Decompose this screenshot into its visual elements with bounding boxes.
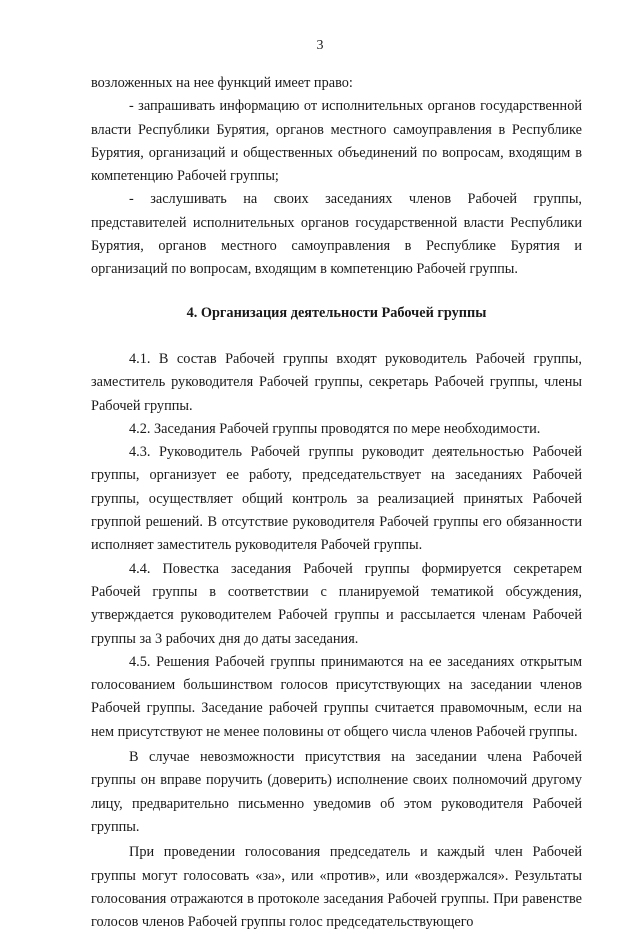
paragraph-rights-hear-members: - заслушивать на своих заседаниях членов Рабочей группы, представителей исполнительных органов государственной власти Республики Бурятия, органов местного самоуправления в Республике Бурятия и организаций по вопросам, входящим в компетенцию Рабочей группы.	[91, 191, 582, 278]
paragraph-4-5: 4.5. Решения Рабочей группы принимаются на ее заседаниях открытым голосованием большинством голосов присутствующих на заседании членов Рабочей группы. Заседание рабочей группы считается правомочным, если на нем присутствуют не менее половины от общего числа членов Рабочей группы.	[91, 653, 582, 740]
paragraph-continuation: возложенных на нее функций имеет право:	[91, 75, 353, 91]
document-body	[91, 72, 582, 934]
section-heading: 4. Организация деятельности Рабочей группы	[186, 304, 487, 321]
paragraph-4-4: 4.4. Повестка заседания Рабочей группы формируется секретарем Рабочей группы в соответствии с планируемой тематикой обсуждения, утверждается руководителем Рабочей группы и рассылается членам Рабочей группы за 3 рабочих дня до даты заседания.	[91, 560, 582, 647]
paragraph-4-3: 4.3. Руководитель Рабочей группы руководит деятельностью Рабочей группы, организует ее работу, председательствует на заседаниях Рабочей группы, осуществляет общий контроль за реализацией принятых Рабочей группой решений. В отсутствие руководителя Рабочей группы его обязанности исполняет заместитель руководителя Рабочей группы.	[91, 444, 582, 554]
paragraph-rights-request-info: - запрашивать информацию от исполнительных органов государственной власти Республики Бурятия, органов местного самоуправления в Республике Бурятия, организаций и общественных объединений по вопросам, входящим в компетенцию Рабочей группы;	[91, 98, 582, 185]
paragraph-4-1: 4.1. В состав Рабочей группы входят руководитель Рабочей группы, заместитель руководителя Рабочей группы, секретарь Рабочей группы, члены Рабочей группы.	[91, 350, 582, 414]
paragraph-voting: При проведении голосования председатель и каждый член Рабочей группы могут голосовать «за», или «против», или «воздержался». Результаты голосования отражаются в протоколе заседания Рабочей группы. При равенстве голосов членов Рабочей группы голос председательствующего	[91, 844, 582, 931]
paragraph-absence-delegation: В случае невозможности присутствия на заседании члена Рабочей группы он вправе поручить (доверить) исполнение своих полномочий другому лицу, предварительно письменно уведомив об этом руководителя Рабочей группы.	[91, 749, 582, 835]
page-number: 3	[316, 38, 324, 53]
paragraph-4-2: 4.2. Заседания Рабочей группы проводятся по мере необходимости.	[129, 420, 541, 437]
